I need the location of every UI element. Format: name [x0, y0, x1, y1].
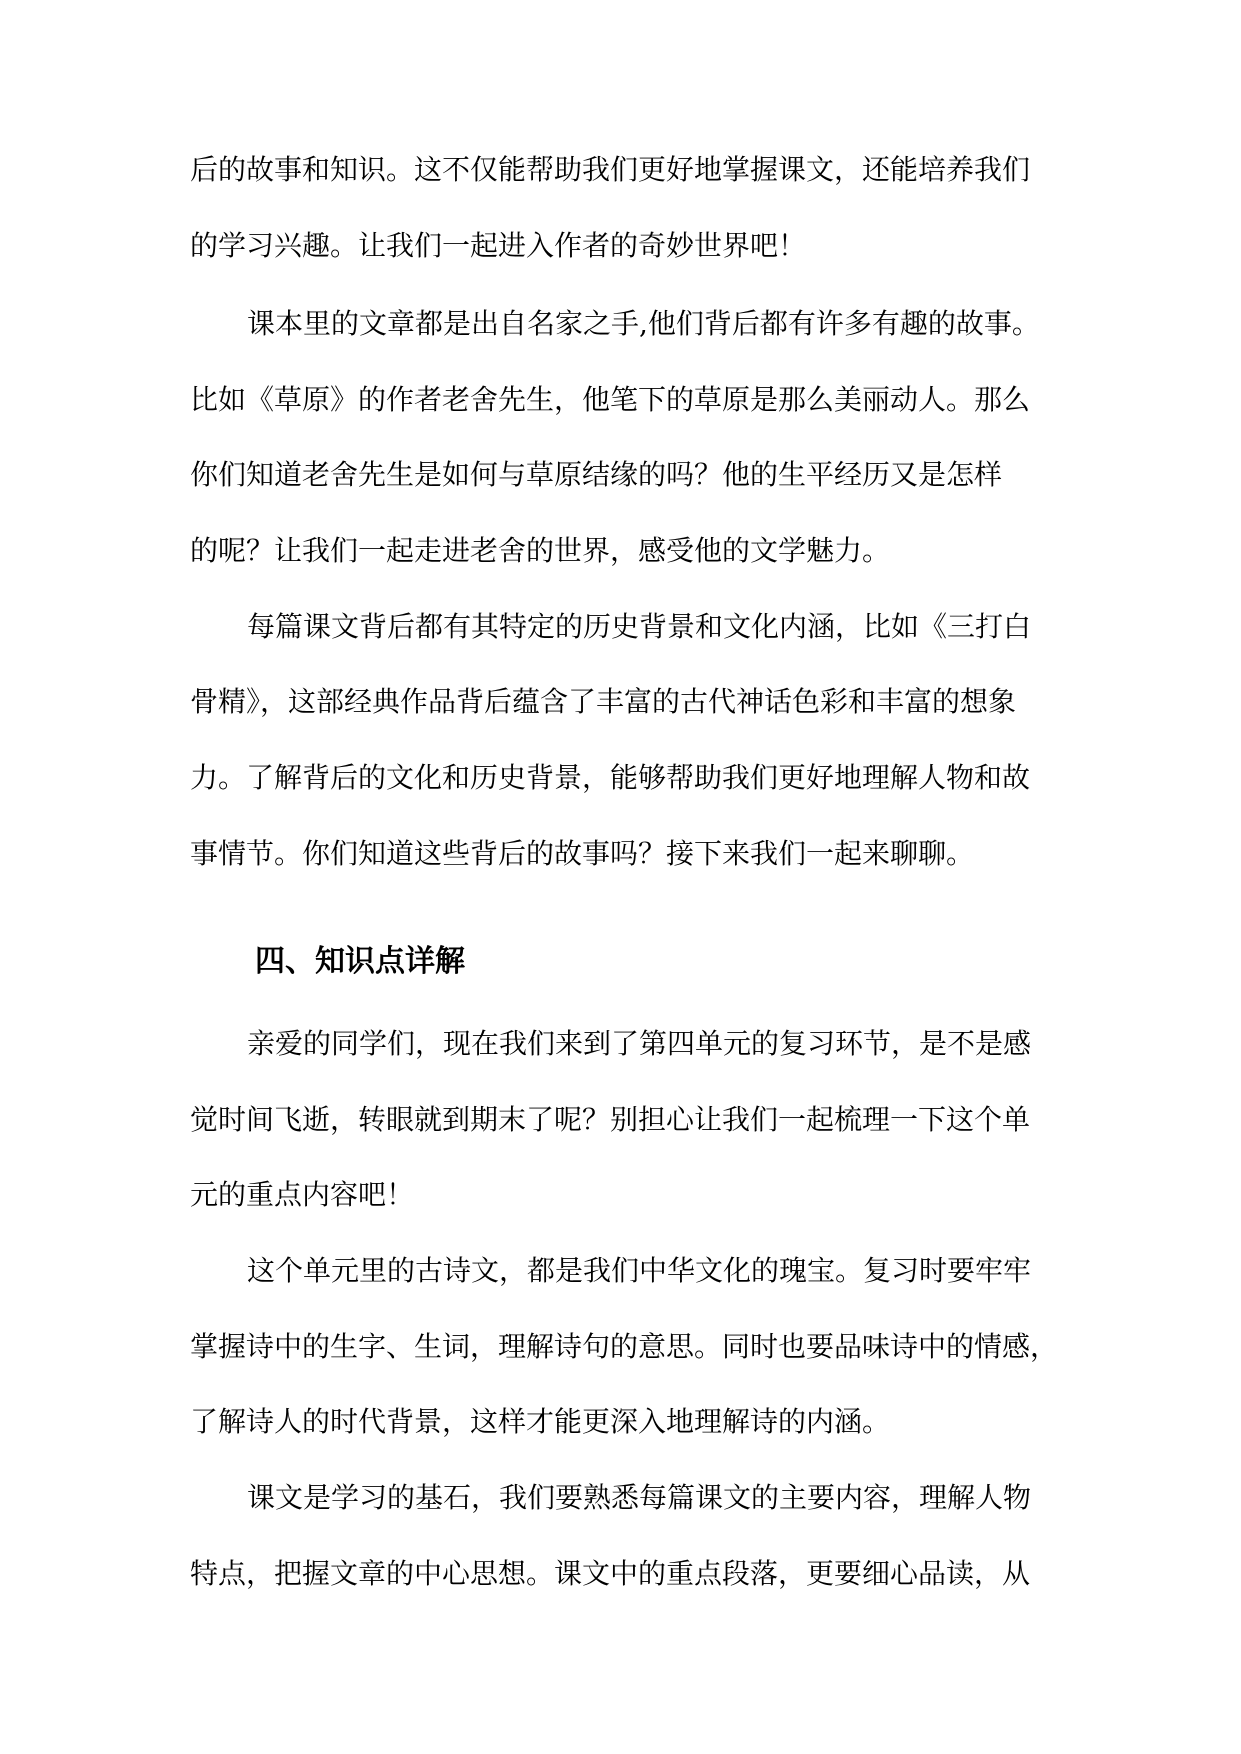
paragraph-1-line-2: 的学习兴趣。让我们一起进入作者的奇妙世界吧！ [190, 229, 807, 262]
paragraph-2-line-3: 你们知道老舍先生是如何与草原结缘的吗？他的生平经历又是怎样 [190, 458, 1003, 491]
paragraph-3-line-3: 力。了解背后的文化和历史背景，能够帮助我们更好地理解人物和故 [190, 761, 1031, 794]
paragraph-5-line-3: 了解诗人的时代背景，这样才能更深入地理解诗的内涵。 [190, 1405, 891, 1438]
paragraph-6-line-2: 特点，把握文章的中心思想。课文中的重点段落，更要细心品读，从 [190, 1557, 1031, 1590]
paragraph-4-line-2: 觉时间飞逝，转眼就到期末了呢？别担心让我们一起梳理一下这个单 [190, 1103, 1031, 1136]
paragraph-2-line-4: 的呢？让我们一起走进老舍的世界，感受他的文学魅力。 [190, 534, 891, 567]
paragraph-6-line-1: 课文是学习的基石，我们要熟悉每篇课文的主要内容，理解人物 [247, 1481, 1032, 1514]
paragraph-4-line-3: 元的重点内容吧！ [190, 1178, 415, 1211]
paragraph-1-line-1: 后的故事和知识。这不仅能帮助我们更好地掌握课文，还能培养我们 [190, 153, 1031, 186]
paragraph-5-line-1: 这个单元里的古诗文，都是我们中华文化的瑰宝。复习时要牢牢 [247, 1254, 1032, 1287]
paragraph-4-line-1: 亲爱的同学们，现在我们来到了第四单元的复习环节，是不是感 [247, 1027, 1032, 1060]
paragraph-2-line-2: 比如《草原》的作者老舍先生，他笔下的草原是那么美丽动人。那么 [190, 383, 1031, 416]
paragraph-2-line-1: 课本里的文章都是出自名家之手,他们背后都有许多有趣的故事。 [247, 307, 1040, 340]
paragraph-5-line-2: 掌握诗中的生字、生词，理解诗句的意思。同时也要品味诗中的情感， [190, 1330, 1059, 1363]
section-heading: 四、知识点详解 [255, 944, 465, 979]
paragraph-3-line-4: 事情节。你们知道这些背后的故事吗？接下来我们一起来聊聊。 [190, 837, 975, 870]
paragraph-3-line-1: 每篇课文背后都有其特定的历史背景和文化内涵，比如《三打白 [247, 610, 1032, 643]
paragraph-3-line-2: 骨精》，这部经典作品背后蕴含了丰富的古代神话色彩和丰富的想象 [190, 685, 1017, 718]
